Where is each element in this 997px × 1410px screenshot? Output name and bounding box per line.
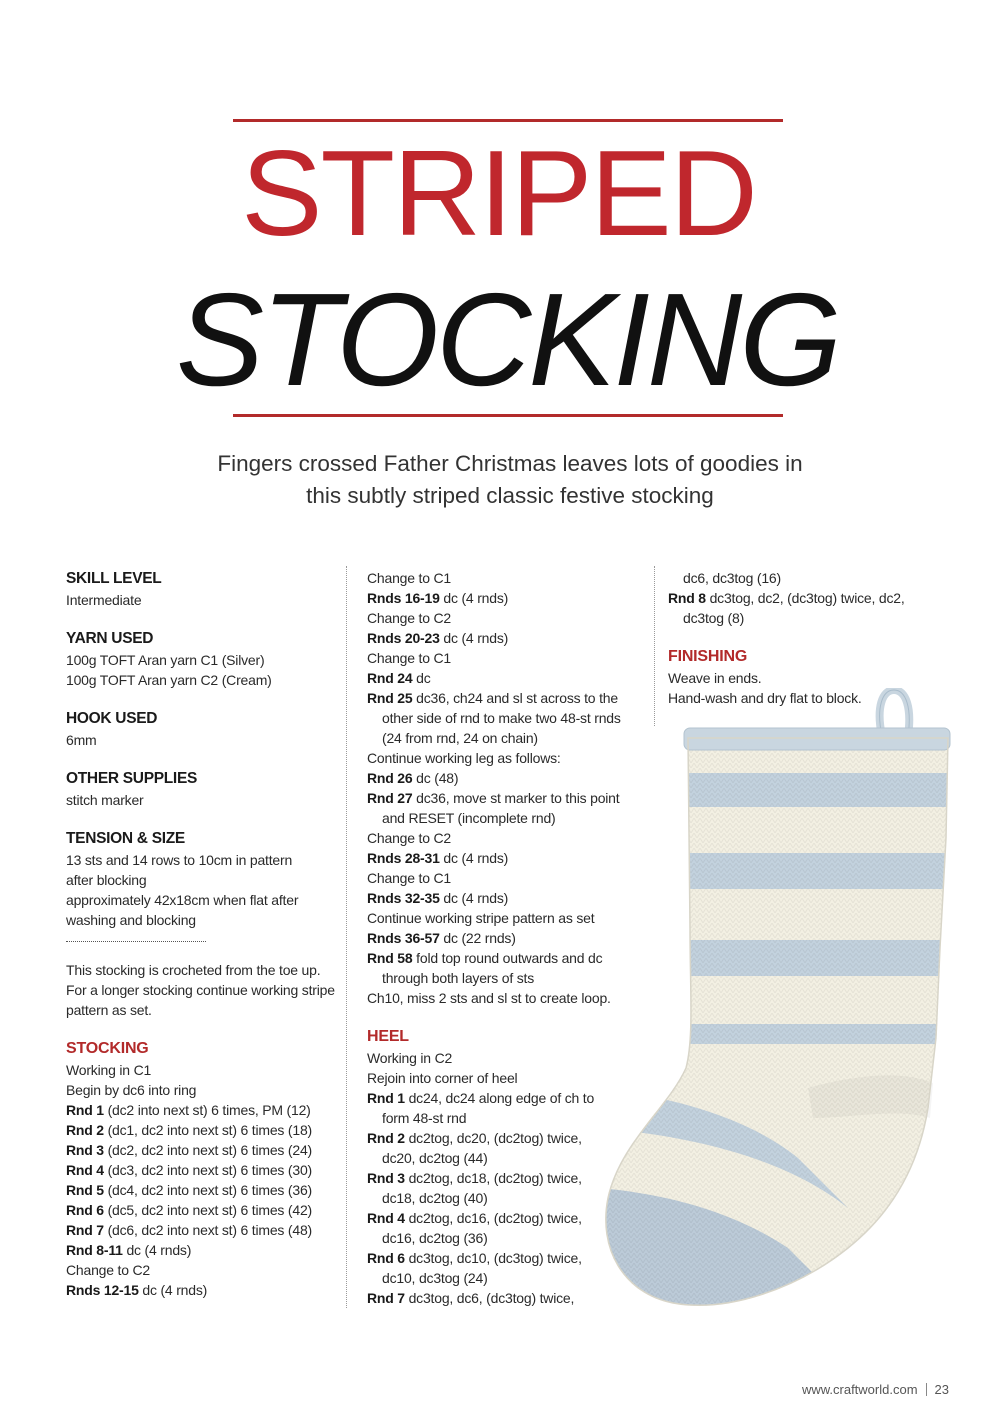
round-line: Rnd 7 (dc6, dc2 into next st) 6 times (48): [66, 1222, 313, 1238]
yarn-line: 100g TOFT Aran yarn C1 (Silver): [66, 652, 265, 668]
tension-line: 13 sts and 14 rows to 10cm in pattern: [66, 852, 293, 868]
round-line: Rnds 12-15 dc (4 rnds): [66, 1282, 208, 1298]
tension-size-heading: TENSION & SIZE: [66, 830, 185, 847]
round-continued: and RESET (incomplete rnd): [382, 810, 556, 826]
round-continued: dc18, dc2tog (40): [382, 1190, 488, 1206]
instruction-line: Ch10, miss 2 sts and sl st to create loop.: [367, 990, 611, 1006]
standfirst-line: this subtly striped classic festive stocking: [306, 483, 714, 508]
instruction-line: Continue working stripe pattern as set: [367, 910, 595, 926]
round-line: Rnd 6 (dc5, dc2 into next st) 6 times (42): [66, 1202, 313, 1218]
instruction-line: Continue working leg as follows:: [367, 750, 561, 766]
intro-line: pattern as set.: [66, 1002, 152, 1018]
instruction-line: Rejoin into corner of heel: [367, 1070, 518, 1086]
page-number: 23: [934, 1382, 949, 1397]
round-line: Rnd 8-11 dc (4 rnds): [66, 1242, 192, 1258]
instruction-line: Change to C1: [367, 650, 451, 666]
intro-line: For a longer stocking continue working stripe: [66, 982, 335, 998]
page-footer: [802, 1381, 949, 1399]
round-line: Rnd 26 dc (48): [367, 770, 459, 786]
round-continued: dc10, dc3tog (24): [382, 1270, 488, 1286]
column-finishing: [668, 568, 908, 708]
round-line: Rnds 36-57 dc (22 rnds): [367, 930, 516, 946]
round-line: Rnd 4 dc2tog, dc16, (dc2tog) twice,: [367, 1210, 582, 1226]
round-continued: form 48-st rnd: [382, 1110, 467, 1126]
column-divider: [346, 566, 347, 1308]
round-line: Rnd 1 (dc2 into next st) 6 times, PM (12): [66, 1102, 311, 1118]
stocking-heading: STOCKING: [66, 1040, 149, 1057]
tension-line: approximately 42x18cm when flat after: [66, 892, 299, 908]
tension-line: after blocking: [66, 872, 147, 888]
dotted-divider: [66, 934, 206, 942]
stocking-photo: [598, 688, 968, 1316]
round-continued: dc6, dc3tog (16): [683, 570, 781, 586]
round-continued: (24 from rnd, 24 on chain): [382, 730, 538, 746]
hook-used-value: 6mm: [66, 732, 97, 748]
other-supplies-heading: OTHER SUPPLIES: [66, 770, 198, 787]
round-line: Rnd 6 dc3tog, dc10, (dc3tog) twice,: [367, 1250, 582, 1266]
round-line: Rnd 8 dc3tog, dc2, (dc3tog) twice, dc2,: [668, 590, 905, 606]
instruction-line: Working in C2: [367, 1050, 453, 1066]
finishing-heading: FINISHING: [668, 648, 748, 665]
instruction-line: Change to C1: [367, 870, 451, 886]
heel-heading: HEEL: [367, 1028, 409, 1045]
round-line: Rnds 16-19 dc (4 rnds): [367, 590, 509, 606]
finishing-line: Hand-wash and dry flat to block.: [668, 690, 862, 706]
skill-level-value: Intermediate: [66, 592, 142, 608]
round-line: Rnds 28-31 dc (4 rnds): [367, 850, 509, 866]
round-continued: through both layers of sts: [382, 970, 534, 986]
bottom-rule: [233, 414, 783, 417]
intro-line: This stocking is crocheted from the toe up.: [66, 962, 321, 978]
yarn-used-heading: YARN USED: [66, 630, 154, 647]
title-stocking: STOCKING: [175, 266, 839, 413]
round-line: Rnd 5 (dc4, dc2 into next st) 6 times (36): [66, 1182, 313, 1198]
instruction-line: Change to C1: [367, 570, 451, 586]
instruction-line: Begin by dc6 into ring: [66, 1082, 197, 1098]
top-rule: [233, 119, 783, 122]
round-continued: dc16, dc2tog (36): [382, 1230, 488, 1246]
round-line: Rnd 24 dc: [367, 670, 431, 686]
round-line: Rnd 2 dc2tog, dc20, (dc2tog) twice,: [367, 1130, 582, 1146]
instruction-line: Change to C2: [66, 1262, 150, 1278]
column-materials: [66, 568, 356, 1300]
round-line: Rnds 20-23 dc (4 rnds): [367, 630, 509, 646]
instruction-line: Working in C1: [66, 1062, 152, 1078]
round-line: Rnds 32-35 dc (4 rnds): [367, 890, 509, 906]
standfirst: [100, 448, 920, 512]
round-line: Rnd 25 dc36, ch24 and sl st across to the: [367, 690, 618, 706]
round-continued: dc20, dc2tog (44): [382, 1150, 488, 1166]
round-line: Rnd 2 (dc1, dc2 into next st) 6 times (18): [66, 1122, 313, 1138]
stocking-cuff: [684, 728, 950, 750]
round-line: Rnd 3 (dc2, dc2 into next st) 6 times (24): [66, 1142, 313, 1158]
tension-line: washing and blocking: [66, 912, 196, 928]
round-continued: dc3tog (8): [683, 610, 745, 626]
finishing-line: Weave in ends.: [668, 670, 762, 686]
standfirst-line: Fingers crossed Father Christmas leaves lots of goodies in: [217, 451, 803, 476]
round-line: Rnd 27 dc36, move st marker to this point: [367, 790, 620, 806]
footer-divider: [926, 1383, 927, 1396]
round-line: Rnd 7 dc3tog, dc6, (dc3tog) twice,: [367, 1290, 575, 1306]
round-line: Rnd 4 (dc3, dc2 into next st) 6 times (30): [66, 1162, 313, 1178]
instruction-line: Change to C2: [367, 830, 451, 846]
title-striped: STRIPED: [241, 125, 756, 261]
round-line: Rnd 3 dc2tog, dc18, (dc2tog) twice,: [367, 1170, 582, 1186]
hook-used-heading: HOOK USED: [66, 710, 158, 727]
round-line: Rnd 58 fold top round outwards and dc: [367, 950, 603, 966]
round-continued: other side of rnd to make two 48-st rnds: [382, 710, 621, 726]
skill-level-heading: SKILL LEVEL: [66, 570, 162, 587]
round-line: Rnd 1 dc24, dc24 along edge of ch to: [367, 1090, 595, 1106]
website-url: www.craftworld.com: [801, 1382, 918, 1397]
yarn-line: 100g TOFT Aran yarn C2 (Cream): [66, 672, 272, 688]
other-supplies-value: stitch marker: [66, 792, 144, 808]
instruction-line: Change to C2: [367, 610, 451, 626]
